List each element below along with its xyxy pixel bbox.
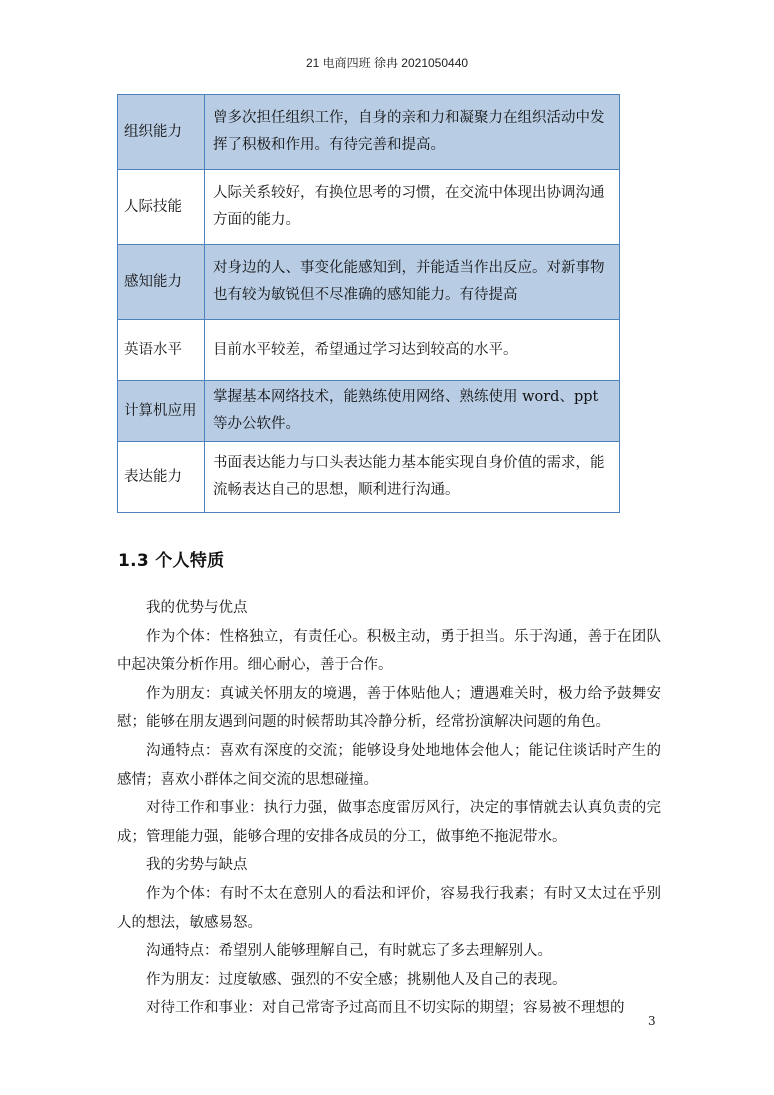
table-row [118,320,620,381]
table-row [118,170,620,245]
subheading-strengths: 我的优势与优点 [146,600,248,616]
skill-description: 曾多次担任组织工作，自身的亲和力和凝聚力在组织活动中发挥了积极和作用。有待完善和提高。 [205,95,620,170]
paragraph: 沟通特点：希望别人能够理解自己，有时就忘了多去理解别人。 [146,943,552,960]
table-row [118,442,620,513]
skill-description: 掌握基本网络技术，能熟练使用网络、熟练使用 word、ppt 等办公软件。 [205,381,620,442]
table-row [118,381,620,442]
paragraph: 作为朋友：过度敏感、强烈的不安全感；挑剔他人及自己的表现。 [146,971,567,988]
skill-label: 组织能力 [118,95,205,170]
subheading-weaknesses: 我的劣势与缺点 [146,857,248,874]
skill-description: 目前水平较差，希望通过学习达到较高的水平。 [205,320,620,381]
skills-table [117,94,620,513]
paragraph: 沟通特点：喜欢有深度的交流；能够设身处地地体会他人；能记住谈话时产生的感情；喜欢小群体之间交流的思想碰撞。 [117,742,661,788]
paragraph: 对待工作和事业：执行力强，做事态度雷厉风行，决定的事情就去认真负责的完成；管理能力强，能够合理的安排各成员的分工，做事绝不拖泥带水。 [117,800,661,845]
skill-description: 人际关系较好，有换位思考的习惯，在交流中体现出协调沟通方面的能力。 [205,170,620,245]
skill-description: 书面表达能力与口头表达能力基本能实现自身价值的需求，能流畅表达自己的思想，顺利进行沟通。 [205,442,620,513]
skill-label: 人际技能 [118,170,205,245]
skill-label: 英语水平 [118,320,205,381]
skill-label: 计算机应用 [118,381,205,442]
skill-description: 对身边的人、事变化能感知到，并能适当作出反应。对新事物也有较为敏锐但不尽准确的感知能力。有待提高 [205,245,620,320]
table-row [118,245,620,320]
body-text [117,594,661,1023]
section-title: 1.3 个人特质 [118,551,225,571]
page-header: 21 电商四班 徐冉 2021050440 [305,56,469,70]
skill-label: 感知能力 [118,245,205,320]
table-row [118,95,620,170]
paragraph: 作为个体：有时不太在意别人的看法和评价，容易我行我素；有时又太过在乎别人的想法，敏感易怒。 [117,885,661,931]
paragraph: 对待工作和事业：对自己常寄予过高而且不切实际的期望；容易被不理想的 [146,1000,625,1017]
paragraph: 作为个体：性格独立，有责任心。积极主动，勇于担当。乐于沟通，善于在团队中起决策分析作用。细心耐心，善于合作。 [117,628,661,674]
paragraph: 作为朋友：真诚关怀朋友的境遇，善于体贴他人；遭遇难关时，极力给予鼓舞安慰；能够在朋友遇到问题的时候帮助其冷静分析，经常扮演解决问题的角色。 [117,685,661,731]
page-number: 3 [648,1014,656,1028]
skill-label: 表达能力 [118,442,205,513]
